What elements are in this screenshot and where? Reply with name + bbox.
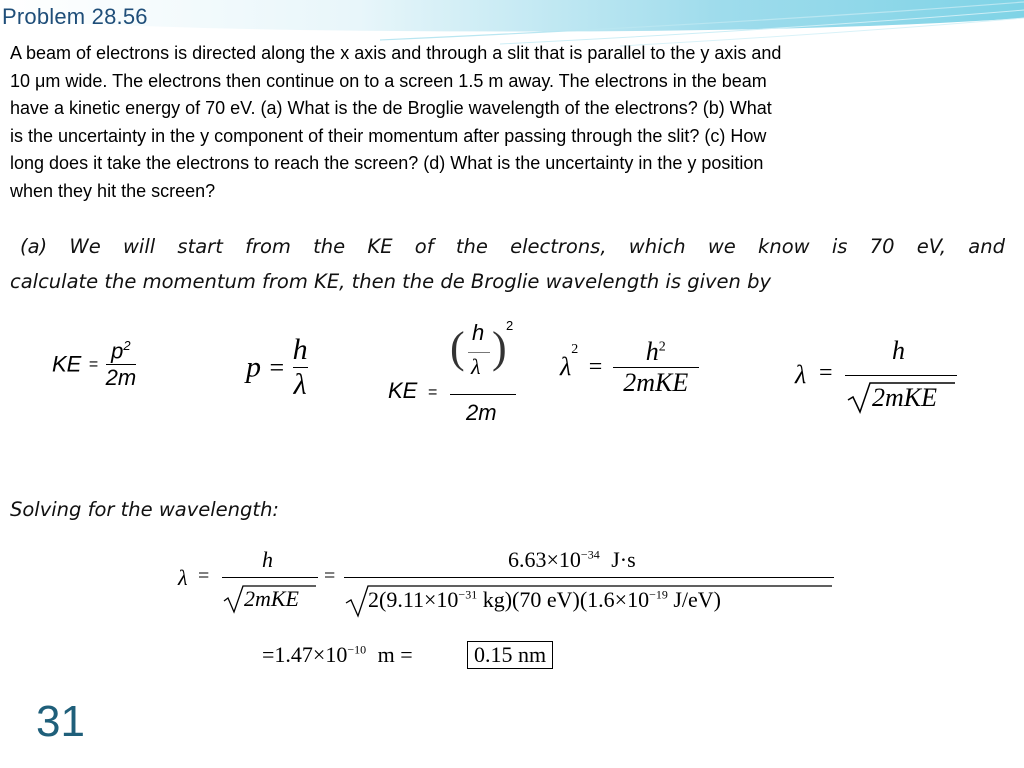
equals-sign: = [588, 353, 603, 380]
result-value: =1.47×10 [262, 642, 348, 667]
fraction-bar [450, 394, 516, 395]
lambda-symbol: λ [795, 360, 807, 389]
numerator [646, 336, 666, 367]
equation-ke-momentum [52, 338, 136, 391]
p-symbol: p [246, 350, 261, 384]
handwritten-solving: Solving for the wavelength: [10, 498, 279, 521]
slide-number: 31 [36, 697, 85, 746]
denominator-part: J/eV) [673, 587, 722, 612]
handwritten-line: (a) We will start from the KE of the electrons, which we know is 70 eV, and [20, 235, 1005, 258]
exponent: 2 [506, 318, 514, 333]
exponent: −31 [458, 587, 478, 602]
exponent: −19 [649, 587, 668, 602]
equals-sign: = [819, 360, 833, 386]
denominator [368, 587, 721, 613]
right-paren: ) [492, 323, 507, 372]
result-unit: m = [377, 642, 413, 667]
denominator-part: kg)(70 eV)(1.6×10 [482, 587, 650, 612]
denominator: 2m [466, 400, 497, 425]
answer-box: 0.15 nm [467, 641, 553, 669]
numerator [508, 547, 636, 573]
lambda-symbol: λ [293, 368, 307, 401]
p-symbol: p [111, 338, 124, 364]
equals-sign: = [88, 355, 99, 373]
exponent: 2 [658, 339, 666, 355]
slide-title: Problem 28.56 [2, 4, 148, 29]
problem-line: when they hit the screen? [10, 180, 216, 201]
exponent: −34 [580, 547, 600, 562]
fraction [845, 336, 957, 420]
denominator: 2mKE [244, 586, 299, 611]
h-symbol: h [892, 336, 905, 365]
ke-symbol: KE [52, 351, 82, 377]
denominator-part: 2(9.11×10 [368, 587, 459, 612]
fraction-bar [845, 375, 957, 376]
exponent: −10 [347, 642, 367, 657]
h-symbol: h [292, 333, 308, 366]
exponent: 2 [571, 342, 579, 358]
problem-line: 10 μm wide. The electrons then continue on to a screen 1.5 m away. The electrons in the beam [10, 70, 767, 91]
ke-symbol: KE [388, 378, 418, 403]
fraction [448, 318, 518, 428]
lambda-symbol: λ [471, 354, 481, 379]
equals-sign: = [198, 565, 210, 587]
problem-line: A beam of electrons is directed along the x axis and through a slit that is parallel to the y axis and [10, 43, 782, 63]
equals-sign: = [428, 384, 438, 401]
fraction [106, 338, 137, 391]
denominator: 2m [105, 365, 137, 391]
problem-line: long does it take the electrons to reach the screen? (d) What is the uncertainty in the y position [10, 153, 764, 173]
inner-fraction-bar [468, 352, 490, 353]
equation-lambda-squared [560, 336, 699, 398]
h-symbol: h [262, 547, 273, 572]
h-symbol: h [645, 337, 659, 366]
numerator-value: 6.63×10 [508, 547, 581, 572]
fraction [613, 336, 699, 398]
problem-line: have a kinetic energy of 70 eV. (a) What is the de Broglie wavelength of the electrons? (b) What [10, 98, 772, 118]
fraction-bar [222, 577, 318, 578]
fraction-bar [344, 577, 834, 578]
exponent: 2 [123, 338, 131, 353]
equation-computation [178, 545, 838, 625]
unit: J·s [611, 547, 636, 572]
equals-sign: = [324, 565, 336, 587]
lambda-symbol: λ [560, 352, 572, 381]
problem-statement [10, 40, 1005, 205]
denominator: 2mKE [623, 368, 689, 397]
denominator: 2mKE [872, 383, 937, 412]
left-paren: ( [450, 323, 465, 372]
equals-sign: = [269, 352, 285, 382]
numerator [111, 338, 130, 364]
equation-de-broglie [246, 333, 308, 402]
handwritten-line: calculate the momentum from KE, then the de Broglie wavelength is given by [10, 270, 772, 293]
equation-result [262, 642, 413, 668]
lambda-symbol: λ [178, 565, 188, 590]
h-symbol: h [472, 320, 485, 345]
fraction [293, 333, 308, 402]
problem-line: is the uncertainty in the y component of their momentum after passing through the slit? (c) How [10, 125, 767, 146]
